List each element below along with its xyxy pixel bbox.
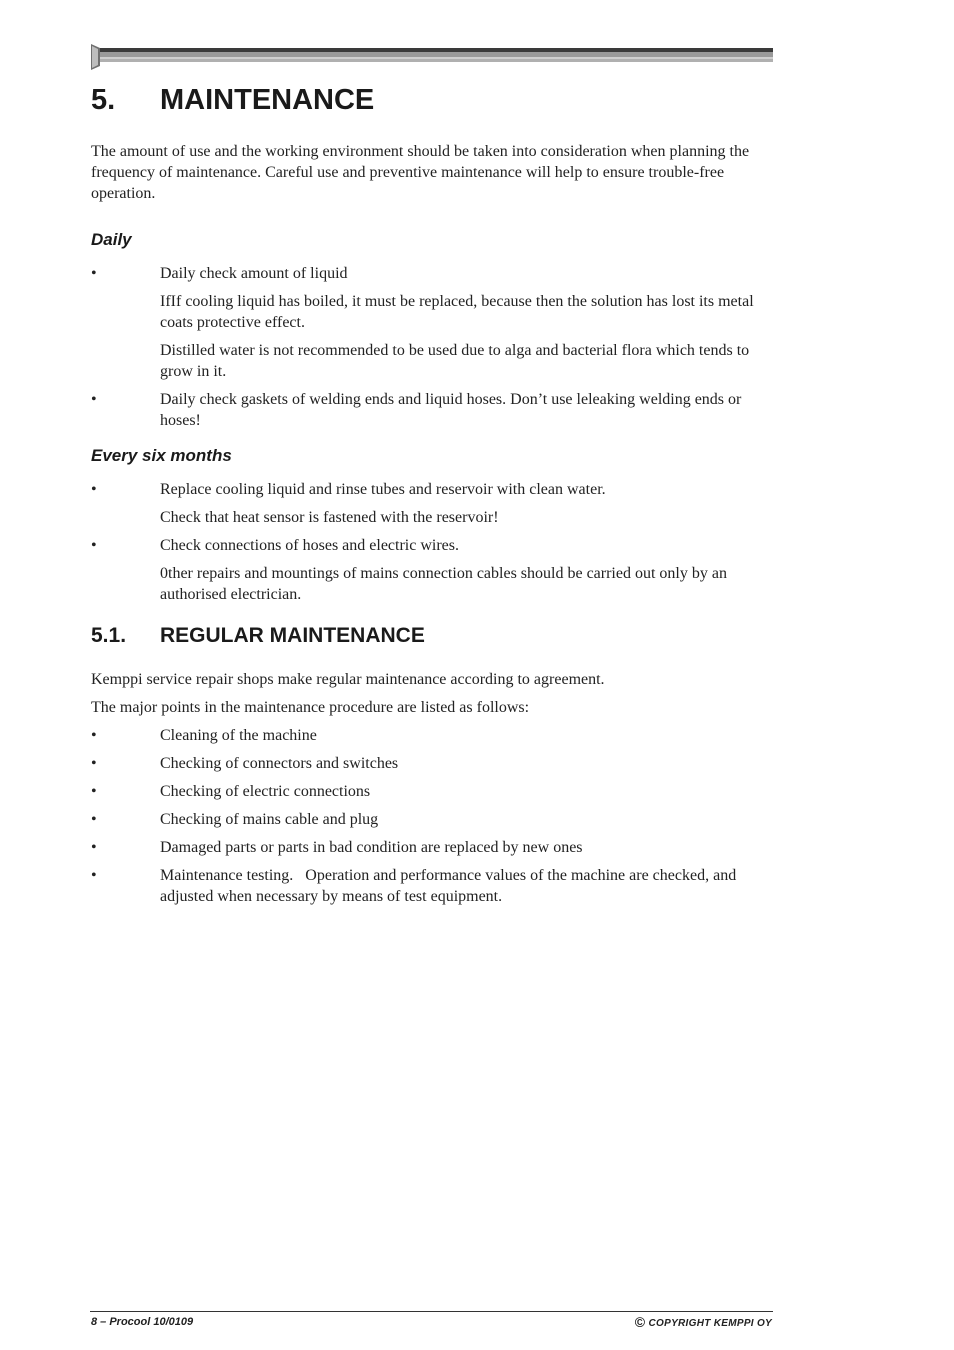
- list-item: [91, 781, 776, 802]
- bullet: •: [91, 783, 97, 800]
- intro-paragraph: The amount of use and the working environment should be taken into consideration when planning the frequency of maintenance. Careful use and preventive maintenance will help to ensure trouble-free operation.: [91, 143, 750, 202]
- bullet: •: [91, 755, 97, 772]
- list-item-text: Checking of connectors and switches: [160, 755, 399, 772]
- list-item-text: Checking of mains cable and plug: [160, 811, 379, 828]
- list-item-text: Check connections of hoses and electric wires.: [160, 537, 460, 554]
- list-item-text: Cleaning of the machine: [160, 727, 317, 744]
- list-item-text: Damaged parts or parts in bad condition are replaced by new ones: [160, 839, 583, 856]
- list-item-text: Daily check gaskets of welding ends and liquid hoses. Don’t use leleaking welding ends or hoses!: [160, 391, 742, 429]
- list-item-text: Replace cooling liquid and rinse tubes and reservoir with clean water.: [160, 481, 606, 498]
- bullet: •: [91, 391, 97, 408]
- copyright-text: COPYRIGHT KEMPPI OY: [648, 1318, 772, 1329]
- bullet: •: [91, 839, 97, 856]
- page-title: [91, 84, 374, 117]
- bullet: •: [91, 727, 97, 744]
- list-item-text: 0ther repairs and mountings of mains connection cables should be carried out only by an authorised electrician.: [160, 565, 727, 603]
- list-item-note: [91, 563, 776, 605]
- subsection-title: [91, 623, 776, 649]
- bullet: •: [91, 537, 97, 554]
- bullet: •: [91, 481, 97, 498]
- list-item-text: Maintenance testing. Operation and performance values of the machine are checked, and adjusted when necessary by means of test equipment.: [160, 867, 741, 905]
- footer-rule: [90, 1311, 773, 1312]
- list-item-note: [91, 507, 776, 528]
- list-item: [91, 753, 776, 774]
- section-title: MAINTENANCE: [160, 84, 375, 116]
- document-body: [91, 141, 776, 914]
- list-item: [91, 809, 776, 830]
- list-item-text: Check that heat sensor is fastened with the reservoir!: [160, 509, 499, 526]
- list-item: [91, 725, 776, 746]
- list-item-text: Daily check amount of liquid: [160, 265, 348, 282]
- list-item-text: IfIf cooling liquid has boiled, it must be replaced, because then the solution has lost its metal coats protective effect.: [160, 293, 754, 331]
- bullet: •: [91, 811, 97, 828]
- bullet: •: [91, 867, 97, 884]
- footer-page-label: 8 – Procool 10/0109: [91, 1316, 194, 1328]
- six-months-heading: Every six months: [91, 446, 232, 465]
- regular-paragraph-1: Kemppi service repair shops make regular maintenance according to agreement.: [91, 671, 605, 688]
- daily-heading: Daily: [91, 230, 132, 249]
- list-item-text: Distilled water is not recommended to be used due to alga and bacterial flora which tends to grow in it.: [160, 342, 750, 380]
- list-item: [91, 837, 776, 858]
- header-rule-graphic: [90, 44, 773, 70]
- list-item: [91, 479, 776, 500]
- regular-paragraph-2: The major points in the maintenance procedure are listed as follows:: [91, 699, 530, 716]
- section-number: 5.: [91, 84, 116, 116]
- subsection-number: 5.1.: [91, 624, 127, 647]
- subsection-title-text: REGULAR MAINTENANCE: [160, 624, 425, 647]
- list-item-note: [91, 340, 776, 382]
- bullet: •: [91, 265, 97, 282]
- list-item-text: Checking of electric connections: [160, 783, 371, 800]
- list-item: [91, 535, 776, 556]
- copyright-icon: ©: [634, 1314, 646, 1330]
- list-item: [91, 389, 776, 431]
- list-item: [91, 263, 776, 284]
- footer-copyright: [635, 1314, 772, 1330]
- list-item: [91, 865, 776, 907]
- list-item-note: [91, 291, 776, 333]
